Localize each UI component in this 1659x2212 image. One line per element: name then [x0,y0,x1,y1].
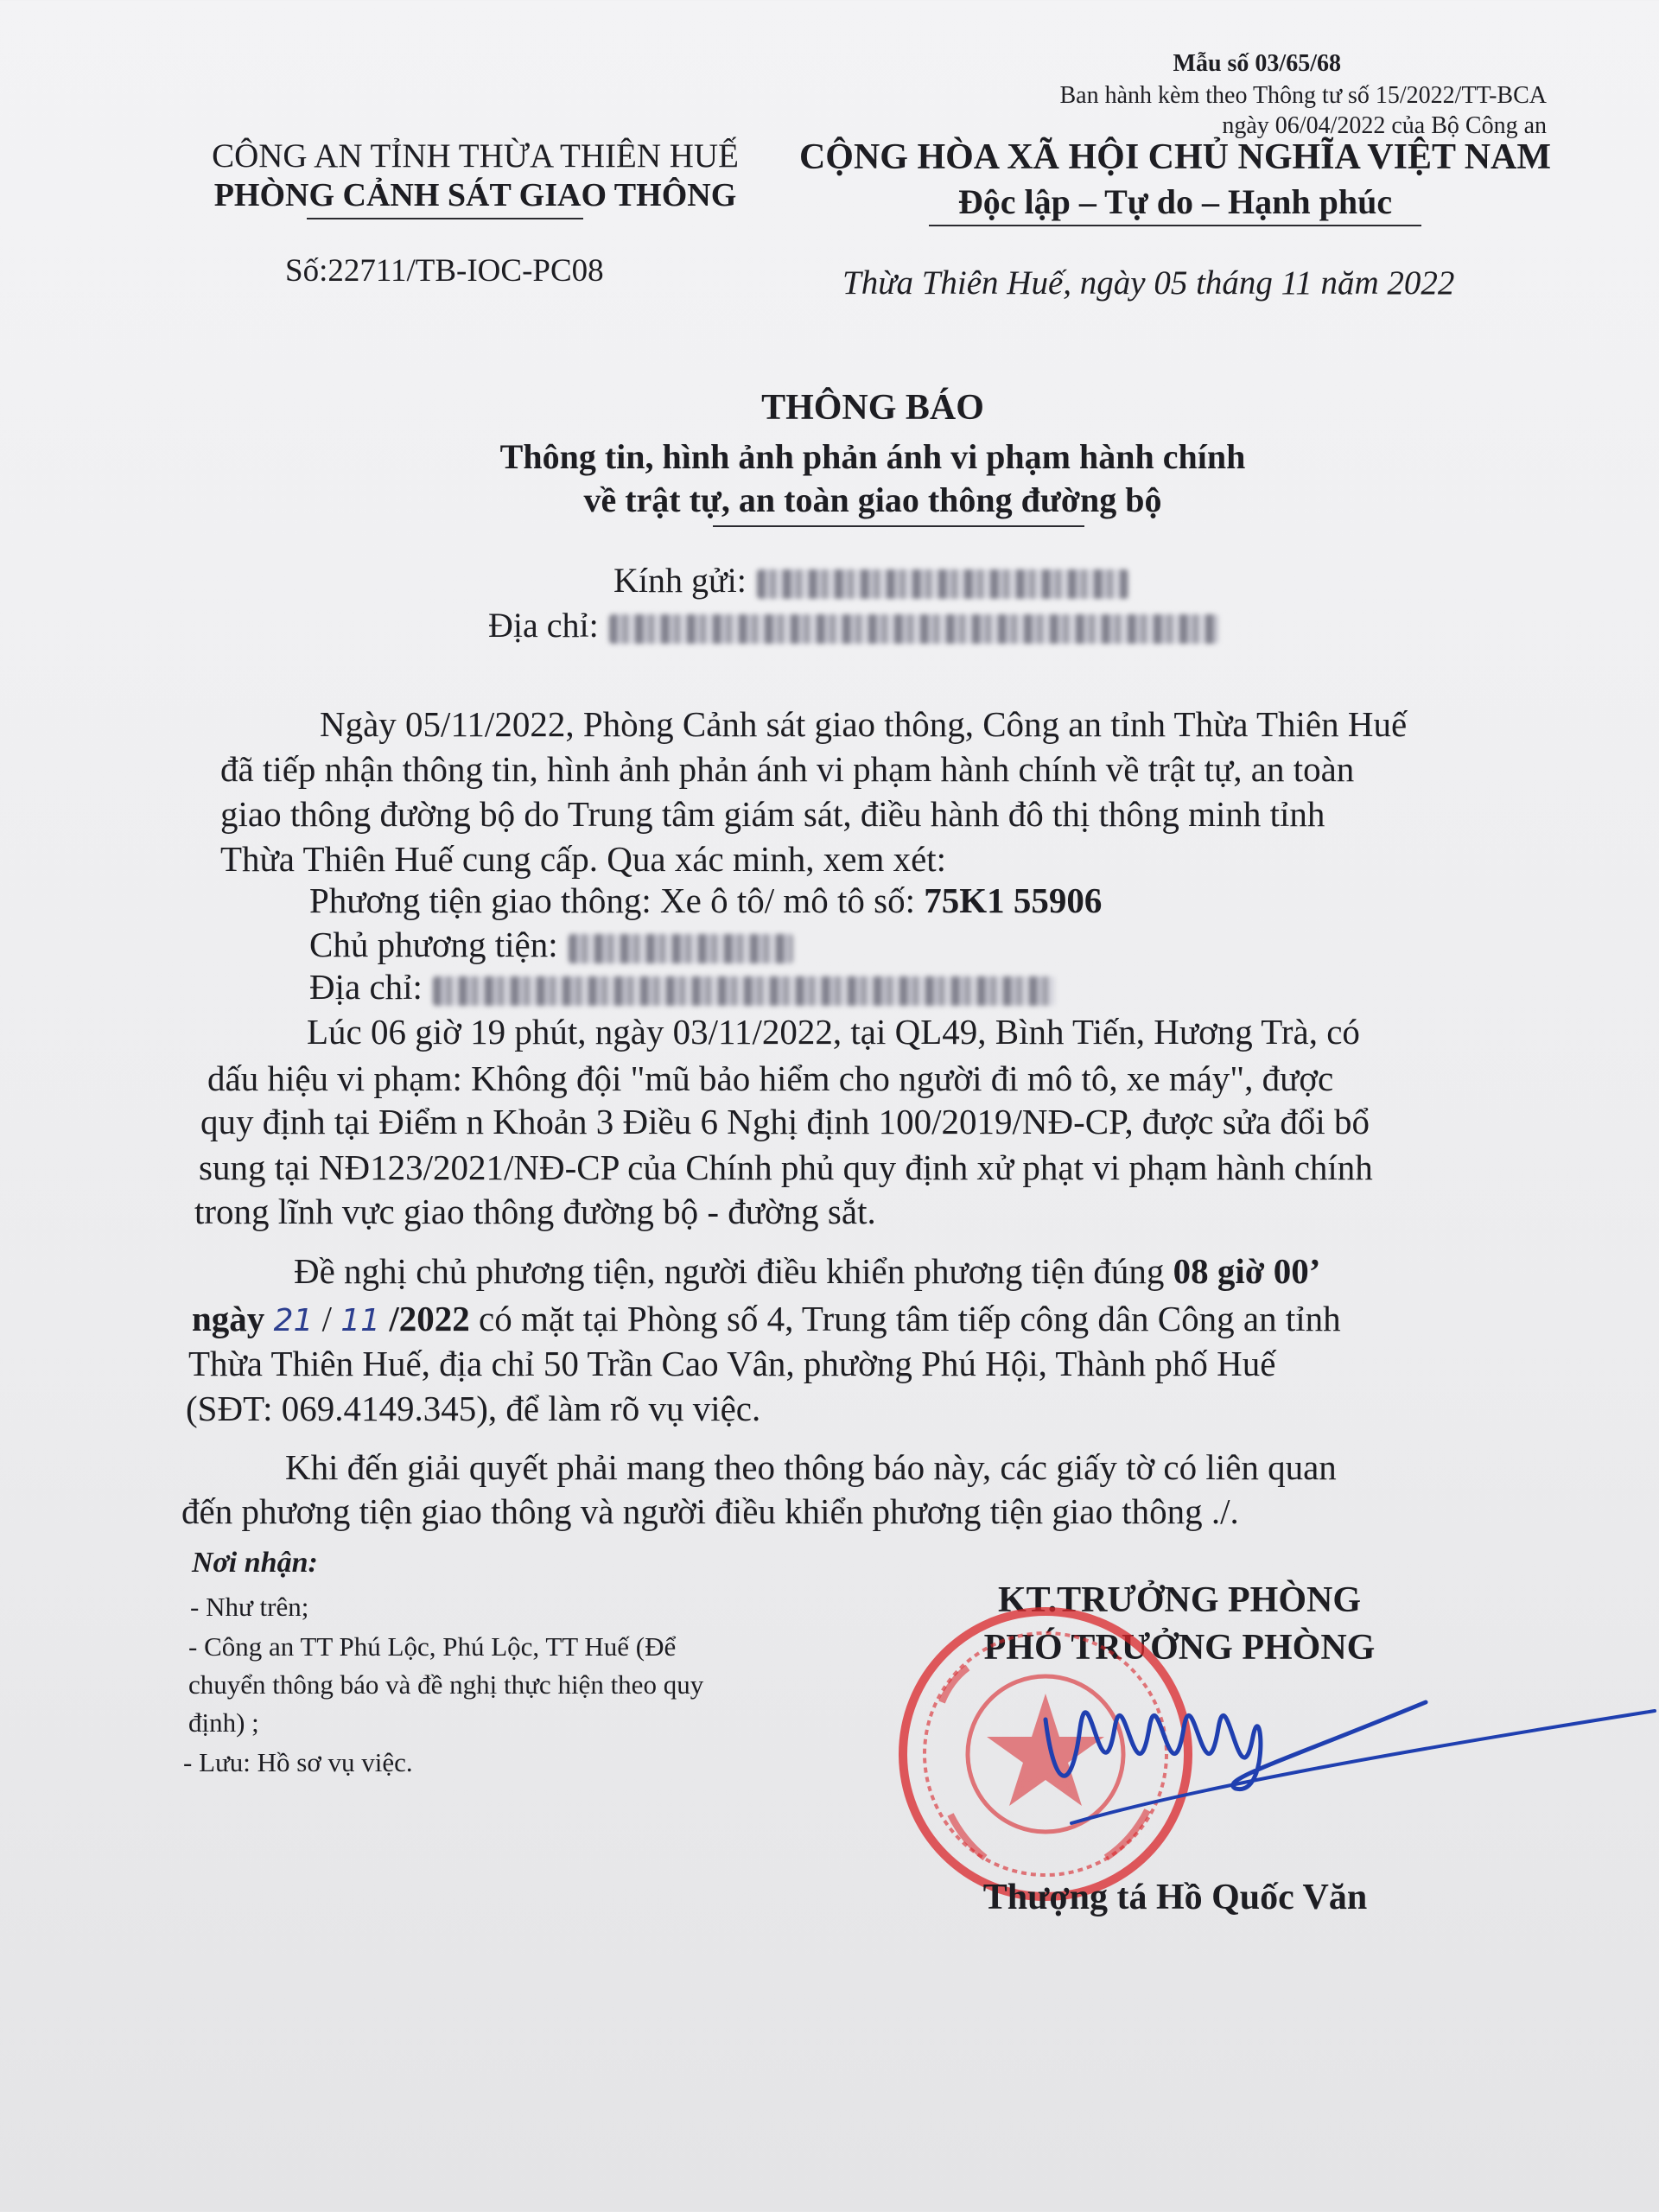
org-name: CÔNG AN TỈNH THỪA THIÊN HUẾ [212,137,739,175]
body-line-17: Khi đến giải quyết phải mang theo thông báo này, các giấy tờ có liên quan [285,1447,1337,1487]
motto-underline [929,225,1421,226]
addressee-address-line [488,605,1218,645]
body-line-4: Thừa Thiên Huế cung cấp. Qua xác minh, xem xét: [220,839,947,879]
owner-address-label: Địa chỉ: [309,967,423,1007]
addressee-line [613,560,1128,601]
national-motto: Độc lập – Tự do – Hạnh phúc [957,182,1393,221]
body-line-3: giao thông đường bộ do Trung tâm giám sát, điều hành đô thị thông minh tỉnh [220,794,1325,834]
redacted-owner-address [433,976,1055,1006]
signer-name: Thượng tá Hồ Quốc Văn [982,1878,1368,1917]
recipient-2-cont: chuyển thông báo và đề nghị thực hiện theo quy [188,1669,704,1700]
recipients-title: Nơi nhận: [192,1547,318,1579]
place-date: Thừa Thiên Huế, ngày 05 tháng 11 năm 2022 [842,264,1455,302]
recipient-2-end: định) ; [188,1707,259,1738]
date-separator: / [321,1299,333,1338]
appointment-request: Đề nghị chủ phương tiện, người điều khiển phương tiện đúng [294,1251,1165,1291]
org-department: PHÒNG CẢNH SÁT GIAO THÔNG [213,177,737,213]
body-line-11: sung tại NĐ123/2021/NĐ-CP của Chính phủ quy định xử phạt vi phạm hành chính [199,1147,1373,1187]
owner-label: Chủ phương tiện: [309,925,558,964]
body-line-12: trong lĩnh vực giao thông đường bộ - đường sắt. [194,1192,876,1231]
license-plate: 75K1 55906 [924,880,1103,920]
appointment-place: có mặt tại Phòng số 4, Trung tâm tiếp công dân Công an tỉnh [479,1299,1341,1338]
appointment-time: 08 giờ 00’ [1173,1251,1321,1291]
body-line-13 [294,1249,1320,1294]
document-title: THÔNG BÁO [761,388,984,428]
body-line-16: (SĐT: 069.4149.345), để làm rõ vụ việc. [186,1389,761,1428]
appointment-day-label: ngày [192,1299,265,1338]
body-line-14 [192,1296,1341,1344]
issued-line-2: ngày 06/04/2022 của Bộ Công an [1222,112,1547,139]
redacted-owner [569,934,793,963]
redacted-name [757,569,1128,599]
document-subtitle-2: về trật tự, an toàn giao thông đường bộ [583,480,1162,519]
handwritten-month: 11 [340,1303,381,1338]
org-underline [307,218,583,219]
body-line-1: Ngày 05/11/2022, Phòng Cảnh sát giao thông, Công an tỉnh Thừa Thiên Huế [320,704,1408,744]
signature-title: KT.TRƯỞNG PHÒNG [998,1580,1361,1620]
handwritten-day: 21 [273,1303,314,1338]
signature-position: PHÓ TRƯỞNG PHÒNG [983,1628,1376,1668]
recipient-1: - Như trên; [190,1592,309,1622]
handwritten-signature-icon [1020,1659,1659,1866]
document-number: Số:22711/TB-IOC-PC08 [285,253,604,289]
title-underline [713,525,1084,527]
document-subtitle-1: Thông tin, hình ảnh phản ánh vi phạm hành chính [499,437,1246,476]
issued-line-1: Ban hành kèm theo Thông tư số 15/2022/TT-BCA [1059,82,1547,109]
owner-address-line [309,964,1055,1009]
recipient-3: - Lưu: Hồ sơ vụ việc. [183,1747,413,1777]
redacted-address [609,614,1218,644]
body-line-15: Thừa Thiên Huế, địa chỉ 50 Trần Cao Vân, phường Phú Hội, Thành phố Huế [188,1344,1276,1383]
body-line-8: Lúc 06 giờ 19 phút, ngày 03/11/2022, tại QL49, Bình Tiến, Hương Trà, có [307,1012,1360,1052]
body-line-9: dấu hiệu vi phạm: Không đội "mũ bảo hiểm cho người đi mô tô, xe máy", được [207,1058,1334,1098]
body-line-10: quy định tại Điểm n Khoản 3 Điều 6 Nghị định 100/2019/NĐ-CP, được sửa đổi bổ [200,1102,1370,1141]
addressee-label: Kính gửi: [613,561,747,600]
vehicle-line [309,878,1102,923]
vehicle-label: Phương tiện giao thông: Xe ô tô/ mô tô số: [309,880,916,920]
issued-by [1060,80,1548,141]
appointment-year: /2022 [389,1299,470,1338]
recipient-2: - Công an TT Phú Lộc, Phú Lộc, TT Huế (Để [188,1631,677,1662]
addressee-address-label: Địa chỉ: [488,606,599,645]
body-line-18: đến phương tiện giao thông và người điều khiển phương tiện giao thông ./. [181,1491,1239,1531]
owner-line [309,922,793,967]
nation-name: CỘNG HÒA XÃ HỘI CHỦ NGHĨA VIỆT NAM [798,137,1552,177]
form-number: Mẫu số 03/65/68 [1173,50,1341,77]
body-line-2: đã tiếp nhận thông tin, hình ảnh phản ánh vi phạm hành chính về trật tự, an toàn [220,749,1355,789]
